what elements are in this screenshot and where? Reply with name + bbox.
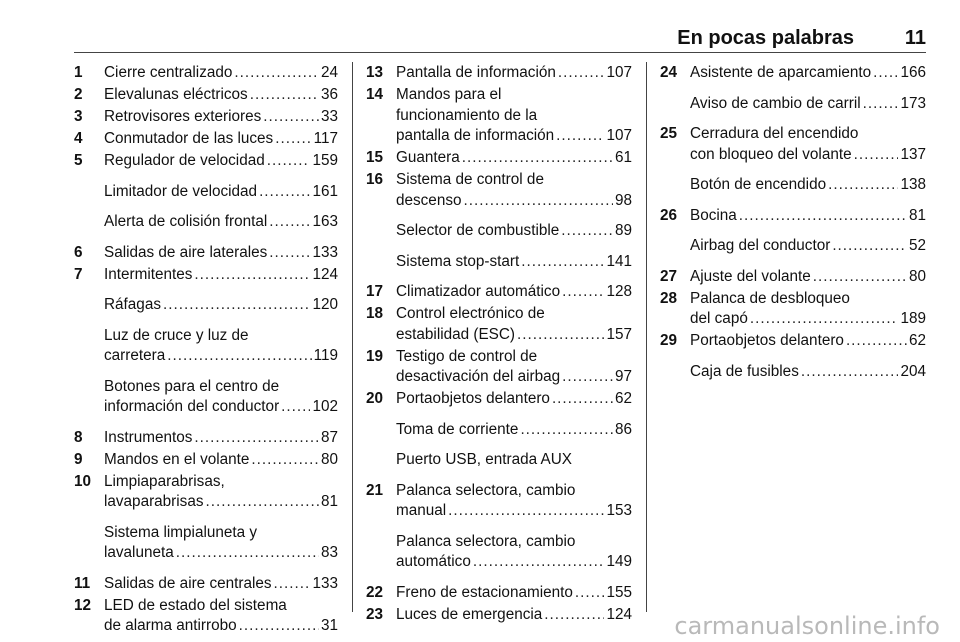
entry-text: Intermitentes bbox=[104, 265, 193, 283]
entry-line bbox=[690, 236, 926, 257]
index-entry bbox=[74, 182, 338, 203]
index-entry bbox=[366, 605, 632, 626]
entry-page-number: 204 bbox=[900, 362, 926, 380]
index-entry bbox=[660, 236, 926, 257]
entry-number: 21 bbox=[366, 481, 384, 499]
entry-line bbox=[104, 397, 338, 418]
entry-page-number: 81 bbox=[908, 206, 926, 224]
index-entry bbox=[74, 129, 338, 150]
index-entry bbox=[74, 295, 338, 316]
entry-text: Limpiaparabrisas, bbox=[104, 472, 225, 490]
dot-leader bbox=[194, 428, 319, 449]
entry-text: Palanca selectora, cambio bbox=[396, 532, 576, 550]
entry-text: Asistente de aparcamiento bbox=[690, 64, 872, 81]
entry-number: 9 bbox=[74, 450, 83, 468]
entry-text: Luces de emergencia bbox=[396, 605, 543, 623]
entry-text: Control electrónico de bbox=[396, 305, 545, 322]
dot-leader bbox=[263, 107, 319, 128]
entry-page-number: 87 bbox=[320, 428, 338, 446]
entry-line bbox=[396, 252, 632, 273]
entry-page-number: 141 bbox=[606, 252, 632, 270]
entry-text: Salidas de aire centrales bbox=[104, 574, 272, 592]
entry-number: 11 bbox=[74, 574, 91, 592]
entry-text: Toma de corriente bbox=[396, 420, 519, 438]
entry-line bbox=[104, 450, 338, 471]
entry-text: estabilidad (ESC) bbox=[396, 325, 516, 343]
entry-line bbox=[396, 282, 632, 303]
entry-page-number: 62 bbox=[614, 390, 632, 407]
dot-leader bbox=[448, 501, 604, 522]
dot-leader bbox=[269, 212, 310, 233]
entry-number: 7 bbox=[74, 265, 83, 283]
index-entry bbox=[366, 389, 632, 410]
entry-line bbox=[104, 85, 338, 106]
entry-text: Palanca selectora, cambio bbox=[396, 481, 576, 499]
entry-page-number: 137 bbox=[900, 145, 926, 163]
dot-leader bbox=[473, 552, 605, 573]
entry-page-number: 80 bbox=[320, 450, 338, 468]
entry-page-number: 98 bbox=[614, 191, 632, 209]
dot-leader bbox=[750, 309, 899, 330]
entry-page-number: 189 bbox=[900, 310, 926, 327]
entry-text: Testigo de control de bbox=[396, 347, 538, 365]
index-entry bbox=[366, 304, 632, 345]
entry-number: 14 bbox=[366, 86, 384, 103]
index-entry bbox=[74, 265, 338, 286]
index-entry bbox=[366, 221, 632, 242]
entry-number: 28 bbox=[660, 289, 678, 307]
page-number: 11 bbox=[904, 27, 926, 49]
entry-number: 27 bbox=[660, 267, 678, 285]
entry-line bbox=[690, 267, 926, 288]
index-entry bbox=[660, 63, 926, 84]
entry-page-number: 153 bbox=[606, 502, 632, 519]
entry-number: 6 bbox=[74, 243, 83, 261]
entry-line bbox=[104, 243, 338, 264]
page-title: En pocas palabras bbox=[677, 27, 854, 49]
entry-page-number: 128 bbox=[606, 283, 632, 300]
entry-line bbox=[104, 129, 338, 150]
index-entry bbox=[74, 450, 338, 471]
entry-number: 15 bbox=[366, 149, 384, 166]
entry-page-number: 163 bbox=[312, 213, 338, 230]
entry-text: Regulador de velocidad bbox=[104, 152, 265, 169]
dot-leader bbox=[544, 605, 604, 626]
dot-leader bbox=[739, 206, 907, 227]
index-entry bbox=[660, 206, 926, 227]
index-entry bbox=[660, 289, 926, 330]
entry-line bbox=[690, 145, 926, 166]
entry-text: Ajuste del volante bbox=[690, 267, 811, 285]
entry-line bbox=[396, 552, 632, 573]
index-entry bbox=[74, 63, 338, 84]
dot-leader bbox=[561, 221, 613, 242]
index-entry bbox=[366, 148, 632, 169]
index-entry bbox=[74, 151, 338, 172]
index-entry bbox=[660, 175, 926, 196]
entry-text: información del conductor bbox=[104, 398, 280, 415]
entry-line bbox=[690, 331, 926, 352]
entry-text: Freno de estacionamiento bbox=[396, 583, 573, 601]
entry-page-number: 31 bbox=[320, 617, 338, 634]
entry-text: Ráfagas bbox=[104, 296, 161, 313]
entry-number: 22 bbox=[366, 583, 384, 601]
entry-page-number: 173 bbox=[900, 94, 926, 112]
index-entry bbox=[366, 481, 632, 522]
entry-text: del capó bbox=[690, 310, 748, 327]
entry-page-number: 81 bbox=[320, 493, 338, 510]
entry-page-number: 157 bbox=[606, 325, 632, 343]
entry-number: 24 bbox=[660, 64, 678, 81]
dot-leader bbox=[562, 282, 604, 303]
entry-page-number: 97 bbox=[614, 368, 632, 385]
watermark: carmanualsonline.info bbox=[674, 612, 940, 640]
dot-leader bbox=[832, 236, 907, 257]
index-entry bbox=[74, 428, 338, 449]
page-header bbox=[74, 22, 926, 53]
entry-page-number: 133 bbox=[312, 574, 338, 592]
entry-line bbox=[396, 389, 632, 410]
dot-leader bbox=[269, 243, 310, 264]
dot-leader bbox=[575, 583, 605, 604]
entry-page-number: 155 bbox=[606, 583, 632, 601]
entry-line bbox=[104, 543, 338, 564]
entry-page-number: 133 bbox=[312, 243, 338, 261]
entry-text: Instrumentos bbox=[104, 428, 193, 446]
dot-leader bbox=[520, 420, 613, 441]
dot-leader bbox=[239, 616, 319, 637]
dot-leader bbox=[846, 331, 907, 352]
entry-text: desactivación del airbag bbox=[396, 368, 561, 385]
index-entry bbox=[366, 85, 632, 147]
entry-number: 10 bbox=[74, 472, 92, 490]
entry-text: Portaobjetos delantero bbox=[396, 390, 550, 407]
entry-page-number: 161 bbox=[312, 182, 338, 200]
entry-text: lavaparabrisas bbox=[104, 493, 204, 510]
dot-leader bbox=[205, 492, 319, 513]
entry-number: 19 bbox=[366, 347, 384, 365]
dot-leader bbox=[517, 325, 604, 346]
dot-leader bbox=[462, 148, 613, 169]
entry-line bbox=[104, 107, 338, 128]
entry-page-number: 138 bbox=[900, 176, 926, 193]
dot-leader bbox=[275, 129, 311, 150]
entry-text: Cierre centralizado bbox=[104, 64, 233, 81]
entry-text: Puerto USB, entrada AUX bbox=[396, 451, 573, 468]
entry-page-number: 149 bbox=[606, 553, 632, 570]
entry-line bbox=[690, 94, 926, 115]
index-entry bbox=[74, 243, 338, 264]
dot-leader bbox=[863, 94, 899, 115]
entry-line bbox=[104, 295, 338, 316]
dot-leader bbox=[234, 63, 319, 84]
entry-number: 25 bbox=[660, 125, 678, 142]
index-entry bbox=[74, 85, 338, 106]
index-entry bbox=[366, 583, 632, 604]
entry-line bbox=[396, 126, 632, 147]
dot-leader bbox=[552, 389, 613, 410]
entry-number: 29 bbox=[660, 332, 678, 349]
column-divider bbox=[352, 62, 353, 612]
dot-leader bbox=[521, 252, 604, 273]
entry-text: descenso bbox=[396, 191, 462, 209]
entry-text: automático bbox=[396, 553, 471, 570]
entry-text: con bloqueo del volante bbox=[690, 145, 852, 163]
entry-text: Palanca de desbloqueo bbox=[690, 289, 850, 307]
entry-number: 2 bbox=[74, 86, 83, 103]
entry-page-number: 102 bbox=[312, 398, 338, 415]
entry-page-number: 107 bbox=[606, 127, 632, 144]
index-entry bbox=[74, 596, 338, 637]
entry-line bbox=[690, 206, 926, 227]
entry-text: Cerradura del encendido bbox=[690, 125, 859, 142]
entry-line bbox=[396, 501, 632, 522]
entry-line bbox=[104, 182, 338, 203]
dot-leader bbox=[463, 191, 613, 212]
index-entry bbox=[74, 326, 338, 367]
entry-text: Selector de combustible bbox=[396, 222, 560, 239]
entry-number: 12 bbox=[74, 596, 92, 614]
entry-line bbox=[104, 265, 338, 286]
entry-line bbox=[396, 325, 632, 346]
dot-leader bbox=[274, 574, 311, 595]
entry-text: Retrovisores exteriores bbox=[104, 108, 262, 125]
entry-page-number: 52 bbox=[908, 237, 926, 254]
entry-page-number: 124 bbox=[606, 605, 632, 623]
entry-number: 23 bbox=[366, 605, 384, 623]
entry-text: Elevalunas eléctricos bbox=[104, 86, 248, 103]
dot-leader bbox=[281, 397, 310, 418]
entry-page-number: 62 bbox=[908, 332, 926, 349]
entry-number: 18 bbox=[366, 305, 384, 322]
entry-text: Aviso de cambio de carril bbox=[690, 94, 861, 112]
index-entry bbox=[74, 472, 338, 513]
dot-leader bbox=[167, 346, 311, 367]
dot-leader bbox=[813, 267, 907, 288]
index-entry bbox=[366, 170, 632, 211]
entry-line bbox=[396, 420, 632, 441]
entry-text: Conmutador de las luces bbox=[104, 130, 274, 147]
index-entry bbox=[660, 331, 926, 352]
entry-text: Sistema stop-start bbox=[396, 252, 520, 270]
index-entry bbox=[660, 267, 926, 288]
entry-line bbox=[104, 346, 338, 367]
entry-line bbox=[396, 148, 632, 169]
dot-leader bbox=[259, 182, 310, 203]
entry-text: carretera bbox=[104, 347, 166, 364]
index-entry bbox=[660, 124, 926, 165]
index-column-1 bbox=[74, 63, 338, 637]
dot-leader bbox=[873, 63, 898, 84]
index-entry bbox=[74, 523, 338, 564]
entry-page-number: 80 bbox=[908, 267, 926, 285]
entry-text: funcionamiento de la bbox=[396, 106, 538, 124]
entry-text: Sistema limpialuneta y bbox=[104, 523, 258, 541]
entry-text: Alerta de colisión frontal bbox=[104, 213, 268, 230]
entry-text: Salidas de aire laterales bbox=[104, 243, 268, 261]
entry-number: 4 bbox=[74, 130, 83, 147]
entry-number: 17 bbox=[366, 283, 384, 300]
index-entry bbox=[366, 63, 632, 84]
index-entry bbox=[366, 347, 632, 388]
entry-text: Climatizador automático bbox=[396, 283, 561, 300]
entry-page-number: 119 bbox=[313, 347, 338, 364]
entry-page-number: 89 bbox=[614, 222, 632, 239]
entry-number: 8 bbox=[74, 428, 83, 446]
entry-line bbox=[104, 212, 338, 233]
index-entry bbox=[74, 212, 338, 233]
entry-line bbox=[104, 492, 338, 513]
dot-leader bbox=[828, 175, 898, 196]
entry-line bbox=[104, 151, 338, 172]
entry-line bbox=[396, 191, 632, 212]
dot-leader bbox=[194, 265, 310, 286]
index-column-2 bbox=[366, 63, 632, 625]
entry-text: Botón de encendido bbox=[690, 176, 827, 193]
entry-line bbox=[396, 583, 632, 604]
entry-number: 13 bbox=[366, 64, 384, 81]
entry-line bbox=[690, 63, 926, 84]
entry-page-number: 159 bbox=[312, 152, 338, 169]
entry-page-number: 61 bbox=[614, 149, 632, 166]
entry-line bbox=[396, 63, 632, 84]
entry-page-number: 166 bbox=[900, 64, 926, 81]
entry-text: de alarma antirrobo bbox=[104, 617, 237, 634]
entry-line bbox=[104, 63, 338, 84]
index-entry bbox=[660, 362, 926, 383]
entry-number: 1 bbox=[74, 64, 83, 81]
entry-line bbox=[104, 616, 338, 637]
entry-text: Portaobjetos delantero bbox=[690, 332, 844, 349]
dot-leader bbox=[251, 450, 319, 471]
entry-page-number: 36 bbox=[320, 86, 338, 103]
entry-line bbox=[396, 450, 632, 471]
index-entry bbox=[366, 252, 632, 273]
entry-line bbox=[690, 362, 926, 383]
index-entry bbox=[366, 282, 632, 303]
entry-text: Limitador de velocidad bbox=[104, 182, 258, 200]
entry-line bbox=[104, 574, 338, 595]
entry-line bbox=[690, 309, 926, 330]
entry-text: LED de estado del sistema bbox=[104, 596, 287, 614]
index-entry bbox=[366, 532, 632, 573]
entry-page-number: 86 bbox=[614, 420, 632, 438]
entry-line bbox=[396, 605, 632, 626]
entry-text: Airbag del conductor bbox=[690, 237, 831, 254]
index-entry bbox=[74, 574, 338, 595]
entry-number: 20 bbox=[366, 390, 384, 407]
entry-line bbox=[690, 175, 926, 196]
entry-text: Mandos en el volante bbox=[104, 450, 250, 468]
index-entry bbox=[660, 94, 926, 115]
index-entry bbox=[366, 450, 632, 471]
entry-page-number: 120 bbox=[312, 296, 338, 313]
index-column-3 bbox=[660, 63, 926, 382]
index-entry bbox=[74, 377, 338, 418]
entry-text: Pantalla de información bbox=[396, 64, 556, 81]
dot-leader bbox=[176, 543, 319, 564]
dot-leader bbox=[558, 63, 605, 84]
index-entry bbox=[366, 420, 632, 441]
dot-leader bbox=[163, 295, 310, 316]
entry-text: Luz de cruce y luz de bbox=[104, 326, 249, 344]
entry-text: Bocina bbox=[690, 206, 737, 224]
dot-leader bbox=[267, 151, 311, 172]
entry-page-number: 83 bbox=[320, 544, 338, 561]
entry-line bbox=[396, 367, 632, 388]
entry-text: Mandos para el bbox=[396, 86, 502, 103]
entry-number: 3 bbox=[74, 108, 83, 125]
entry-text: manual bbox=[396, 502, 447, 519]
entry-number: 26 bbox=[660, 206, 678, 224]
entry-text: Guantera bbox=[396, 149, 460, 166]
entry-text: Caja de fusibles bbox=[690, 362, 799, 380]
entry-line bbox=[396, 221, 632, 242]
dot-leader bbox=[562, 367, 613, 388]
entry-text: pantalla de información bbox=[396, 127, 555, 144]
entry-text: lavaluneta bbox=[104, 544, 174, 561]
entry-number: 16 bbox=[366, 171, 384, 188]
entry-text: Botones para el centro de bbox=[104, 377, 280, 395]
entry-text: Sistema de control de bbox=[396, 171, 544, 188]
dot-leader bbox=[854, 145, 899, 166]
entry-page-number: 107 bbox=[606, 64, 632, 81]
dot-leader bbox=[250, 85, 319, 106]
column-divider bbox=[646, 62, 647, 612]
entry-page-number: 33 bbox=[320, 108, 338, 125]
entry-line bbox=[104, 428, 338, 449]
dot-leader bbox=[556, 126, 604, 147]
entry-page-number: 117 bbox=[313, 130, 338, 147]
dot-leader bbox=[801, 362, 899, 383]
entry-number: 5 bbox=[74, 152, 83, 169]
entry-page-number: 24 bbox=[320, 64, 338, 81]
entry-page-number: 124 bbox=[312, 265, 338, 283]
index-entry bbox=[74, 107, 338, 128]
